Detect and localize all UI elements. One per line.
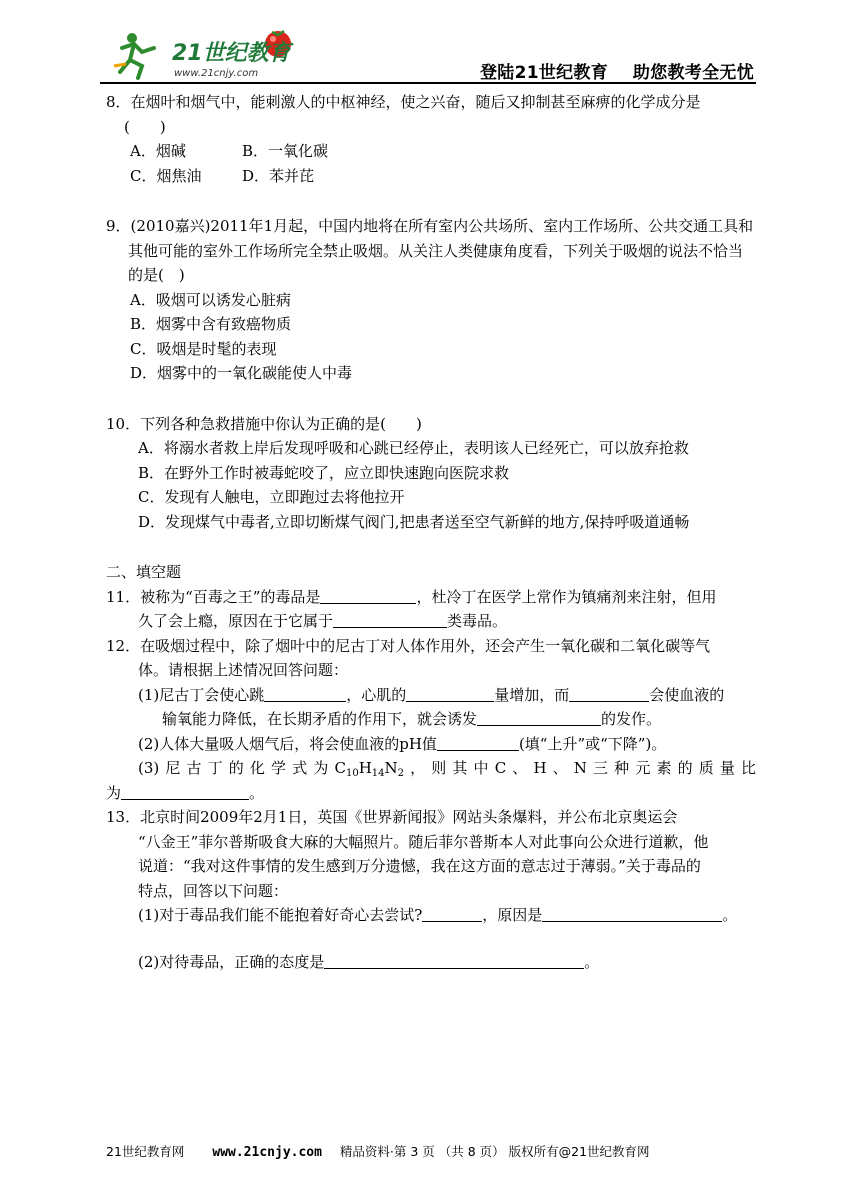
question-text: 8．在烟叶和烟气中，能刺激人的中枢神经，使之兴奋，随后又抑制甚至麻痹的化学成分是 bbox=[106, 93, 701, 111]
option-c: C．发现有人触电，立即跑过去将他拉开 bbox=[138, 488, 405, 506]
logo-url: www.21cnjy.com bbox=[174, 68, 259, 79]
footer-site-link[interactable]: www.21cnjy.com bbox=[212, 1145, 322, 1160]
answer-blank[interactable] bbox=[121, 784, 249, 800]
option-b: B．在野外工作时被毒蛇咬了，应立即快速跑向医院求救 bbox=[138, 463, 510, 482]
footer-right: 精品资料·第 3 页 （共 8 页） 版权所有@21世纪教育网 bbox=[339, 1144, 650, 1159]
site-logo bbox=[112, 26, 312, 84]
logo-wordmark: 21世纪教育 bbox=[172, 41, 291, 66]
answer-blank[interactable] bbox=[477, 710, 601, 726]
answer-blank[interactable] bbox=[406, 686, 494, 702]
question-text: 9．(2010嘉兴)2011年1月起，中国内地将在所有室内公共场所、室内工作场所、公共交通工具和其他可能的室外工作场所完全禁止吸烟。从关注人类健康角度看，下列关于吸烟的说法不恰当的是( ) bbox=[106, 217, 754, 284]
option-b: B．一氧化碳 bbox=[242, 142, 329, 160]
option-a: A．将溺水者救上岸后发现呼吸和心跳已经停止，表明该人已经死亡，可以放弃抢救 bbox=[138, 439, 689, 457]
answer-blank[interactable] bbox=[324, 953, 584, 969]
question-12: 12．在吸烟过程中，除了烟叶中的尼古丁对人体作用外，还会产生一氧化碳和二氧化碳等气 体。请根据上述情况回答问题： (1)尼古丁会使心跳 ，心肌的 量增加，而 会使血液的 输氧能力降低，在长期矛盾的作用下，就会诱发 的发作。 (2)人体大量吸人烟气后，将会使血液的pH值 (填“上升”或“下降”)。 (3)尼古丁的化学式为$C_{10}H_{14}N_2$，则其中C、H、N三种元素的质量比 为 。 bbox=[106, 636, 756, 802]
question-13: 13．北京时间2009年2月1日，英国《世界新闻报》网站头条爆料，并公布北京奥运会 “八金王”菲尔普斯吸食大麻的大幅照片。随后菲尔普斯本人对此事向公众进行道歉，他 说道：“我对这件事情的发生感到万分遗憾，我在这方面的意志过于薄弱。”关于毒品的 特点，回答以下问题： (1)对于毒品我们能不能抱着好奇心去尝试? ，原因是 。 (2)对待毒品，正确的态度是 。 bbox=[106, 808, 738, 971]
question-8 bbox=[106, 90, 756, 188]
answer-blank[interactable] bbox=[569, 686, 649, 702]
answer-paren: ( ) bbox=[124, 117, 166, 136]
option-c: C．吸烟是时髦的表现 bbox=[130, 339, 277, 358]
question-9 bbox=[106, 214, 756, 386]
answer-blank[interactable] bbox=[264, 686, 346, 702]
header-slogan: 登陆21世纪教育 助您教考全无忧 bbox=[479, 63, 754, 83]
option-d: D．烟雾中的一氧化碳能使人中毒 bbox=[130, 364, 353, 382]
answer-blank[interactable] bbox=[542, 906, 722, 922]
option-a: A．吸烟可以诱发心脏病 bbox=[130, 290, 291, 309]
question-text: 10．下列各种急救措施中你认为正确的是( ) bbox=[106, 414, 422, 433]
options-row bbox=[106, 139, 756, 164]
options-row bbox=[106, 164, 756, 189]
option-b: B．烟雾中含有致癌物质 bbox=[130, 315, 292, 333]
running-figure-icon bbox=[114, 33, 154, 78]
header-divider bbox=[100, 82, 756, 84]
option-c: C．烟焦油 bbox=[130, 166, 202, 185]
footer-left: 21世纪教育网 bbox=[106, 1144, 185, 1159]
section-title: 二、填空题 bbox=[106, 563, 182, 581]
question-10 bbox=[106, 412, 756, 535]
option-a: A．烟碱 bbox=[130, 142, 186, 160]
formula-line: (3)尼古丁的化学式为$C_{10}H_{14}N_2$，则其中C、H、N三种元素的质量比 bbox=[138, 759, 756, 779]
answer-blank[interactable] bbox=[437, 735, 519, 751]
page-footer bbox=[106, 1142, 650, 1160]
option-d: D．苯并芘 bbox=[242, 166, 315, 185]
answer-blank[interactable] bbox=[333, 612, 447, 628]
option-d: D．发现煤气中毒者,立即切断煤气阀门,把患者送至空气新鲜的地方,保持呼吸道通畅 bbox=[138, 512, 690, 531]
question-11: 11．被称为“百毒之王”的毒品是 ，杜冷丁在医学上常作为镇痛剂来注射，但用 久了会上瘾，原因在于它属于 类毒品。 bbox=[106, 587, 717, 630]
page-content bbox=[106, 90, 756, 974]
answer-blank[interactable] bbox=[320, 588, 416, 604]
answer-blank[interactable] bbox=[422, 906, 482, 922]
